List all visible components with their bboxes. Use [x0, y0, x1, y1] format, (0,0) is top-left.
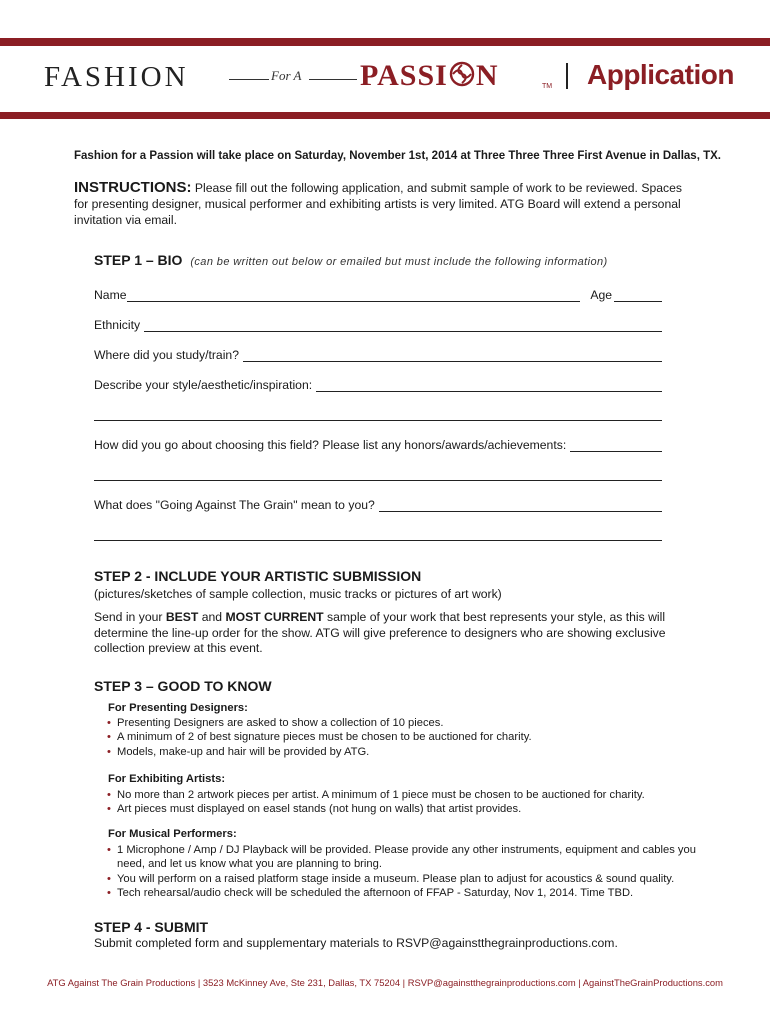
logo-passion-right: N	[475, 59, 499, 92]
top-brand-bar	[0, 38, 770, 46]
designers-list	[107, 716, 707, 759]
logo-for-a-text: For A	[271, 68, 302, 83]
field-choice-input-line-2[interactable]	[94, 480, 662, 481]
logo-fashion-text: FASHION	[44, 61, 189, 93]
footer-contact: ATG Against The Grain Productions | 3523 McKinney Ave, Ste 231, Dallas, TX 75204 | RSVP@againstthegrainproductions.com | AgainstTheGrainProductions.com	[47, 977, 723, 988]
list-item: • No more than 2 artwork pieces per artist. A minimum of 1 piece must be chosen to be auctioned for charity.	[107, 788, 707, 802]
logo-ornament-icon	[449, 61, 475, 95]
step2-text-1: Send in your	[94, 610, 166, 624]
study-field-row	[94, 348, 662, 362]
step3-title: STEP 3 – GOOD TO KNOW	[94, 678, 272, 694]
list-item: • Presenting Designers are asked to show a collection of 10 pieces.	[107, 716, 707, 730]
ethnicity-label: Ethnicity	[94, 318, 141, 332]
logo-passion-left: PASSI	[360, 59, 448, 92]
age-label: Age	[590, 288, 612, 302]
field-choice-input-line[interactable]	[570, 439, 662, 452]
step2-title: STEP 2 - INCLUDE YOUR ARTISTIC SUBMISSION	[94, 568, 422, 584]
style-field-row	[94, 378, 662, 392]
step1-title	[94, 252, 608, 268]
designers-heading: For Presenting Designers:	[108, 702, 248, 714]
ethnicity-field-row	[94, 318, 662, 332]
list-item: • Models, make-up and hair will be provided by ATG.	[107, 745, 707, 759]
step4-title: STEP 4 - SUBMIT	[94, 919, 209, 935]
step2-paragraph	[94, 610, 684, 657]
header-brand-bar	[0, 112, 770, 119]
step2-text-2: and	[198, 610, 226, 624]
grain-input-line[interactable]	[379, 499, 662, 512]
performers-heading: For Musical Performers:	[108, 828, 237, 840]
name-input-line[interactable]	[127, 289, 581, 302]
step2-subtitle: (pictures/sketches of sample collection, music tracks or pictures of art work)	[94, 587, 502, 601]
list-item: • Art pieces must displayed on easel stands (not hung on walls) that artist provides.	[107, 802, 707, 816]
age-input-line[interactable]	[614, 289, 662, 302]
artists-heading: For Exhibiting Artists:	[108, 773, 226, 785]
header-separator	[566, 63, 568, 89]
list-item: • You will perform on a raised platform stage inside a museum. Please plan to adjust for acoustics & sound quality.	[107, 872, 707, 886]
style-label: Describe your style/aesthetic/inspiration:	[94, 378, 313, 392]
performers-list	[107, 843, 707, 900]
step2-text-3: sample of your work that best represents your style, as this will determine the line-up order for the show. ATG will give preference to designers who are showing exclusive collection preview at this event.	[94, 610, 666, 655]
logo-rule-right	[309, 79, 357, 80]
logo-rule-left	[229, 79, 269, 80]
page-title: Application	[587, 59, 734, 90]
list-item: • A minimum of 2 of best signature pieces must be chosen to be auctioned for charity.	[107, 730, 707, 744]
grain-field-row	[94, 498, 662, 512]
name-field-row	[94, 288, 662, 302]
header-logo	[0, 55, 770, 105]
instructions-text: Please fill out the following application, and submit sample of work to be reviewed. Spaces for presenting designer, musical performer and exhibiting artists is very limited. ATG Board will extend a personal invitation via email.	[74, 181, 682, 227]
step2-best: BEST	[165, 610, 199, 624]
instructions-heading: INSTRUCTIONS:	[74, 179, 192, 196]
list-item: • 1 Microphone / Amp / DJ Playback will be provided. Please provide any other instruments, equipment and cables you need, and let us know what you are planning to bring.	[107, 843, 707, 872]
logo-passion-text	[360, 59, 498, 95]
step4-text: Submit completed form and supplementary materials to RSVP@againstthegrainproductions.com.	[94, 936, 618, 950]
name-label: Name	[94, 288, 127, 302]
logo-trademark: TM	[542, 83, 553, 90]
event-intro: Fashion for a Passion will take place on Saturday, November 1st, 2014 at Three Three Three First Avenue in Dallas, TX.	[74, 150, 721, 162]
step1-note: (can be written out below or emailed but must include the following information)	[190, 256, 608, 268]
study-label: Where did you study/train?	[94, 348, 239, 362]
ethnicity-input-line[interactable]	[144, 319, 662, 332]
step2-most-current: MOST CURRENT	[225, 610, 324, 624]
grain-input-line-2[interactable]	[94, 540, 662, 541]
study-input-line[interactable]	[243, 349, 662, 362]
style-input-line[interactable]	[316, 379, 662, 392]
field-choice-row	[94, 438, 662, 452]
field-choice-label: How did you go about choosing this field? Please list any honors/awards/achievements:	[94, 438, 567, 452]
list-item: • Tech rehearsal/audio check will be scheduled the afternoon of FFAP - Saturday, Nov 1, 2014. Time TBD.	[107, 886, 707, 900]
step1-title-text: STEP 1 – BIO	[94, 252, 183, 268]
artists-list	[107, 788, 707, 817]
grain-label: What does "Going Against The Grain" mean to you?	[94, 498, 375, 512]
style-input-line-2[interactable]	[94, 420, 662, 421]
instructions-block	[74, 180, 684, 228]
